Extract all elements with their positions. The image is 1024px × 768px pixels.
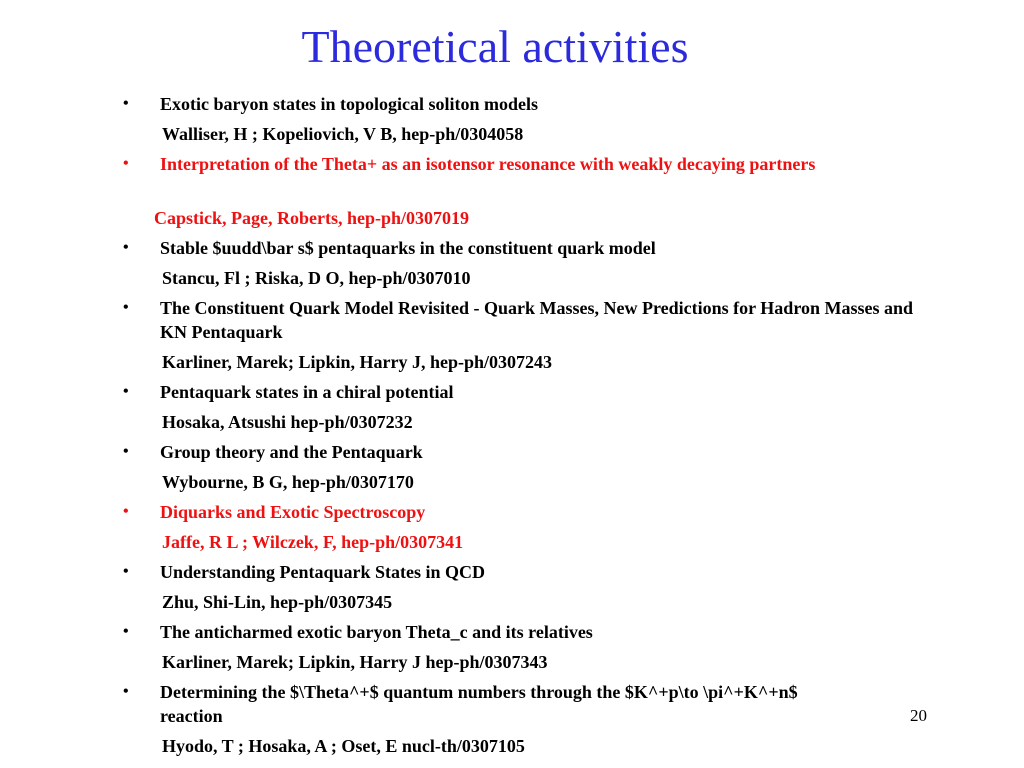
bullet-icon: • — [123, 503, 129, 520]
reference-authors: Hyodo, T ; Hosaka, A ; Oset, E nucl-th/0307105 — [162, 736, 525, 756]
reference-authors: Karliner, Marek; Lipkin, Harry J hep-ph/0307343 — [162, 652, 548, 672]
reference-authors: Stancu, Fl ; Riska, D O, hep-ph/0307010 — [162, 268, 471, 288]
bullet-icon: • — [123, 563, 129, 580]
reference-authors: Zhu, Shi-Lin, hep-ph/0307345 — [162, 592, 393, 612]
reference-title: Pentaquark states in a chiral potential — [160, 382, 454, 402]
bullet-icon: • — [123, 383, 129, 400]
reference-title: Determining the $\Theta^+$ quantum numbers through the $K^+p\to \pi^+K^+n$ reaction — [160, 682, 798, 726]
page-number: 20 — [910, 706, 927, 725]
reference-authors: Wybourne, B G, hep-ph/0307170 — [162, 472, 414, 492]
reference-title: The anticharmed exotic baryon Theta_c and its relatives — [160, 622, 593, 642]
reference-title: Group theory and the Pentaquark — [160, 442, 423, 462]
reference-authors: Karliner, Marek; Lipkin, Harry J, hep-ph/0307243 — [162, 352, 553, 372]
bullet-icon: • — [123, 623, 129, 640]
reference-title: Stable $uudd\bar s$ pentaquarks in the constituent quark model — [160, 238, 656, 258]
bullet-icon: • — [123, 683, 129, 700]
reference-title: Interpretation of the Theta+ as an isotensor resonance with weakly decaying partners — [160, 154, 816, 174]
bullet-icon: • — [123, 239, 129, 256]
slide-title: Theoretical activities — [301, 21, 689, 72]
reference-authors: Jaffe, R L ; Wilczek, F, hep-ph/0307341 — [162, 532, 464, 552]
bullet-icon: • — [123, 443, 129, 460]
reference-title: Diquarks and Exotic Spectroscopy — [160, 502, 426, 522]
reference-authors: Capstick, Page, Roberts, hep-ph/0307019 — [154, 208, 470, 228]
bullet-icon: • — [123, 95, 129, 112]
reference-title: Exotic baryon states in topological soliton models — [160, 94, 539, 114]
bullet-icon: • — [123, 299, 129, 316]
reference-title: The Constituent Quark Model Revisited - Quark Masses, New Predictions for Hadron Masses and KN Pentaquark — [160, 298, 914, 342]
reference-title: Understanding Pentaquark States in QCD — [160, 562, 486, 582]
reference-authors: Hosaka, Atsushi hep-ph/0307232 — [162, 412, 413, 432]
bullet-icon: • — [123, 155, 129, 172]
reference-authors: Walliser, H ; Kopeliovich, V B, hep-ph/0304058 — [162, 124, 524, 144]
